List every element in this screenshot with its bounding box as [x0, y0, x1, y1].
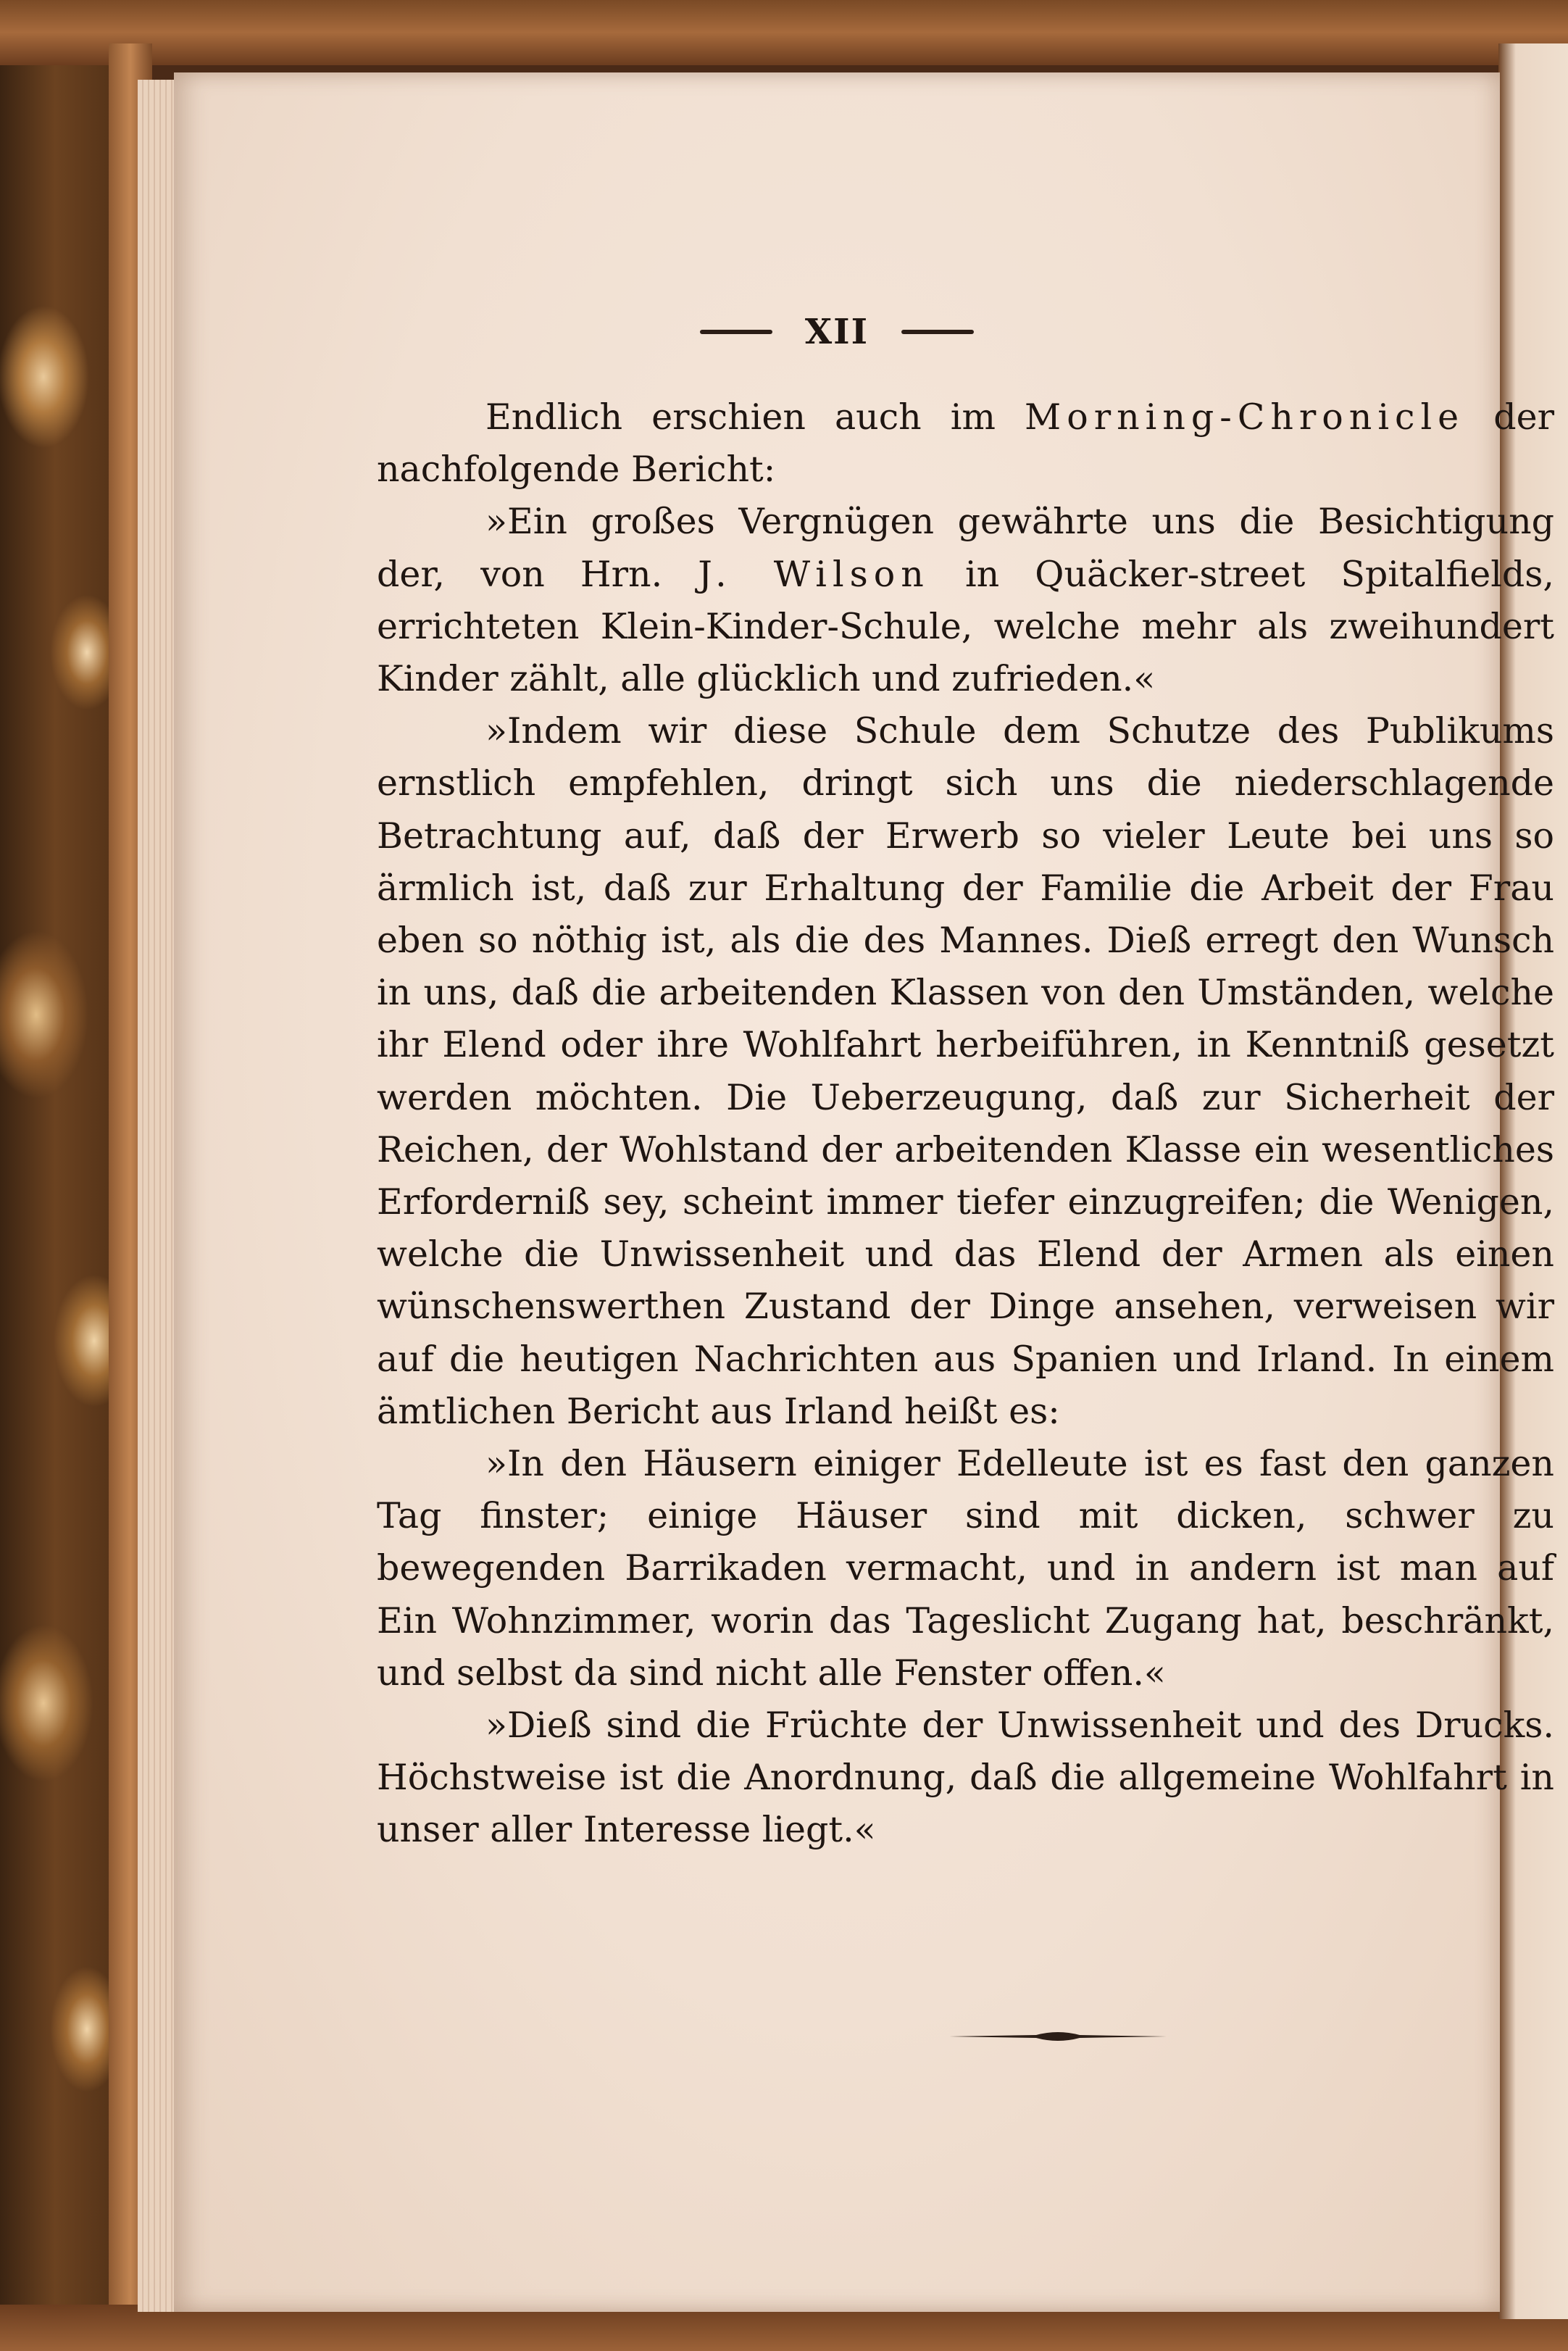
paragraph-4-text: »In den Häusern einiger Edelleute ist es fast den ganzen Tag finster; einige Häuser sind mit dicken, schwer zu bewegenden Barrikaden vermacht, und in andern ist man auf Ein Wohnzimmer, worin das Tageslicht Zugang hat, beschränkt, und selbst da sind nicht alle Fenster offen.«	[377, 1443, 1554, 1694]
body-text	[377, 391, 1554, 1857]
paragraph-3	[377, 705, 1554, 1438]
paragraph-3-text: »Indem wir diese Schule dem Schutze des Publikums ernstlich empfehlen, dringt sich uns die niederschlagende Betrachtung auf, daß der Erwerb so vieler Leute bei uns so ärmlich ist, daß zur Erhaltung der Familie die Arbeit der Frau eben so nöthig ist, als die des Mannes. Dieß erregt den Wunsch in uns, daß die arbeitenden Klassen von den Umständen, welche ihr Elend oder ihre Wohlfahrt herbeiführen, in Kenntniß gesetzt werden möchten. Die Ueberzeugung, daß zur Sicherheit der Reichen, der Wohlstand der arbeitenden Klasse ein wesentliches Erforderniß sey, scheint immer tiefer einzugreifen; die Wenigen, welche die Unwissenheit und das Elend der Armen als einen wünschenswerthen Zustand der Dinge ansehen, verweisen wir auf die heutigen Nachrichten aus Spanien und Irland. In einem ämtlichen Bericht aus Irland heißt es:	[377, 710, 1554, 1432]
header-rule-right	[901, 330, 974, 334]
paragraph-2-part-1: »Ein großes Vergnügen gewährte uns die Besichtigung der, von Hrn.	[377, 501, 1554, 595]
paragraph-2	[377, 496, 1554, 705]
paragraph-1-part-3: der nachfolgende Bericht:	[377, 396, 1554, 491]
page-number: XII	[804, 312, 870, 352]
person-name: J. Wilson	[698, 553, 930, 595]
paragraph-2-part-3: in Quäcker-street Spitalfields, errichteten Klein-Kinder-Schule, welche mehr als zweihundert Kinder zählt, alle glücklich und zufrieden.«	[377, 553, 1554, 700]
page-header	[174, 312, 1500, 355]
paragraph-1	[377, 391, 1554, 496]
book-page	[174, 72, 1554, 2312]
paragraph-5	[377, 1699, 1554, 1857]
header-rule-left	[700, 330, 772, 334]
newspaper-name: Morning-Chronicle	[1025, 396, 1465, 438]
end-ornament	[949, 2029, 1167, 2044]
paragraph-5-text: »Dieß sind die Früchte der Unwissenheit und des Drucks. Höchstweise ist die Anordnung, daß die allgemeine Wohlfahrt in unser aller Interesse liegt.«	[377, 1705, 1554, 1851]
paragraph-4	[377, 1438, 1554, 1699]
leather-binding-top	[0, 0, 1568, 65]
paragraph-1-part-1: Endlich erschien auch im	[485, 396, 1025, 438]
